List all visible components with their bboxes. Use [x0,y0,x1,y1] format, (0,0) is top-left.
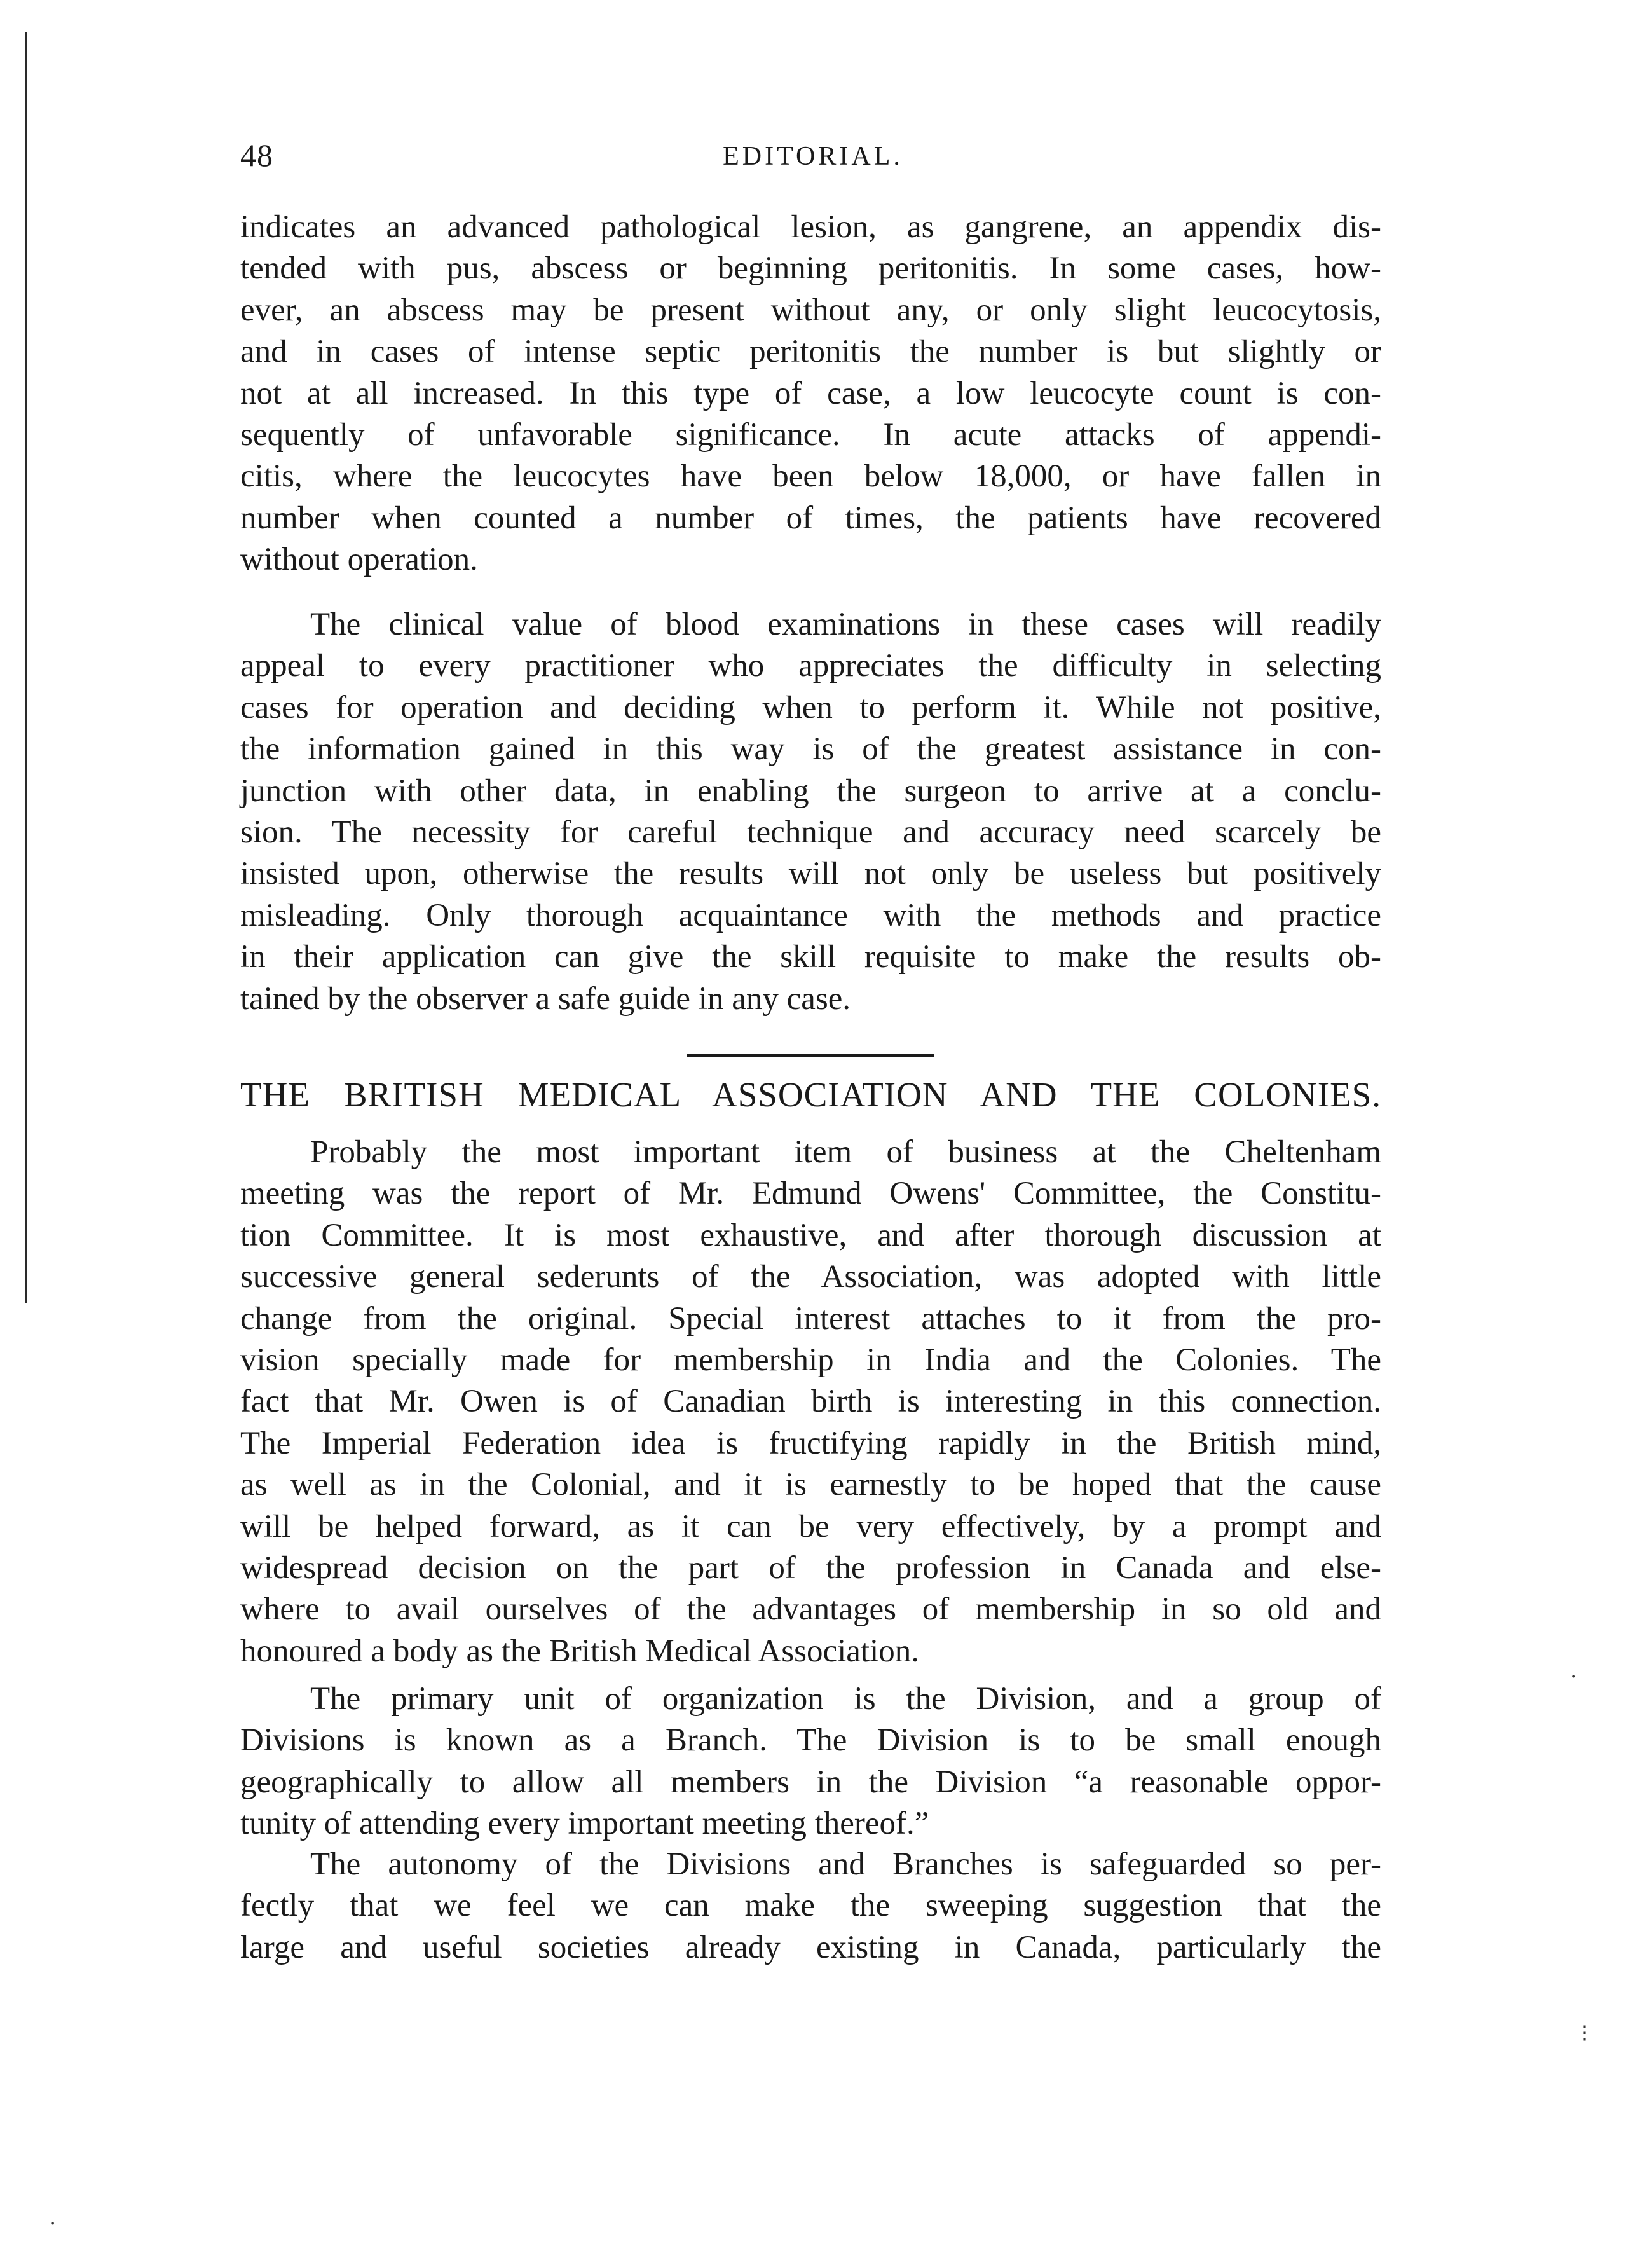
text-line: the information gained in this way is of the greatest assistance in con- [240,731,1381,767]
text-line: vision specially made for membership in India and the Colonies. The [240,1342,1381,1378]
text-line: in their application can give the skill requisite to make the results ob- [240,939,1381,975]
text-line: tained by the observer a safe guide in any case. [240,980,851,1017]
text-line: Divisions is known as a Branch. The Division is to be small enough [240,1722,1381,1759]
text-line: fectly that we feel we can make the sweeping suggestion that the [240,1888,1381,1924]
text-line: tion Committee. It is most exhaustive, and after thorough discussion at [240,1217,1381,1253]
text-line: cases for operation and deciding when to perform it. While not positive, [240,689,1381,725]
text-line: ever, an abscess may be present without any, or only slight leucocytosis, [240,292,1381,328]
text-line: Probably the most important item of business at the Cheltenham [310,1134,1381,1170]
text-line: fact that Mr. Owen is of Canadian birth is interesting in this connection. [240,1384,1381,1420]
page-number: 48 [240,137,273,173]
section-title: THE BRITISH MEDICAL ASSOCIATION AND THE COLONIES. [240,1075,1381,1114]
text-line: sequently of unfavorable significance. In acute attacks of appendi- [240,417,1381,453]
text-line: where to avail ourselves of the advantages of membership in so old and [240,1591,1381,1628]
text-line: indicates an advanced pathological lesion, as gangrene, an appendix dis- [240,209,1381,245]
text-line: number when counted a number of times, the patients have recovered [240,500,1381,536]
section-divider [687,1054,934,1057]
section-paragraph-2 [240,1679,1381,1845]
text-line: successive general sederunts of the Association, was adopted with little [240,1259,1381,1295]
text-line: as well as in the Colonial, and it is earnestly to be hoped that the cause [240,1467,1381,1503]
running-head: EDITORIAL. [723,142,903,171]
text-line: large and useful societies already existing in Canada, particularly the [240,1929,1381,1965]
scan-speck: ⋮ [1575,2023,1594,2044]
text-line: tended with pus, abscess or beginning peritonitis. In some cases, how- [240,251,1381,287]
text-line: change from the original. Special interest attaches to it from the pro- [240,1300,1381,1337]
text-line: misleading. Only thorough acquaintance with the methods and practice [240,897,1381,933]
text-line: without operation. [240,542,478,578]
body-paragraph-2 [240,604,1381,1020]
text-line: appeal to every practitioner who appreciates the difficulty in selecting [240,648,1381,684]
text-line: not at all increased. In this type of case, a low leucocyte count is con- [240,375,1381,411]
section-paragraph-3 [240,1844,1381,1969]
text-line: insisted upon, otherwise the results will not only be useless but positively [240,856,1381,892]
section-paragraph-1 [240,1132,1381,1672]
page-margin-rule [25,32,27,1303]
text-line: The primary unit of organization is the Division, and a group of [310,1681,1381,1717]
text-line: will be helped forward, as it can be very effectively, by a prompt and [240,1508,1381,1544]
text-line: and in cases of intense septic peritonitis the number is but slightly or [240,334,1381,370]
text-line: junction with other data, in enabling the surgeon to arrive at a conclu- [240,773,1381,809]
text-line: The clinical value of blood examinations in these cases will readily [310,607,1381,642]
text-line: The Imperial Federation idea is fructifying rapidly in the British mind, [240,1425,1381,1461]
text-line: citis, where the leucocytes have been below 18,000, or have fallen in [240,458,1381,495]
scan-speck: ⋅ [1570,1667,1577,1687]
body-paragraph-1 [240,207,1381,581]
text-line: The autonomy of the Divisions and Branches is safeguarded so per- [310,1846,1381,1882]
text-line: widespread decision on the part of the profession in Canada and else- [240,1550,1381,1586]
text-line: honoured a body as the British Medical Association. [240,1633,919,1669]
text-line: sion. The necessity for careful technique and accuracy need scarcely be [240,814,1381,851]
text-line: meeting was the report of Mr. Edmund Owens' Committee, the Constitu- [240,1176,1381,1212]
scan-speck: ⋅ [50,2213,57,2234]
text-line: geographically to allow all members in the Division “a reasonable oppor- [240,1764,1381,1800]
text-line: tunity of attending every important meeting thereof.” [240,1806,929,1842]
